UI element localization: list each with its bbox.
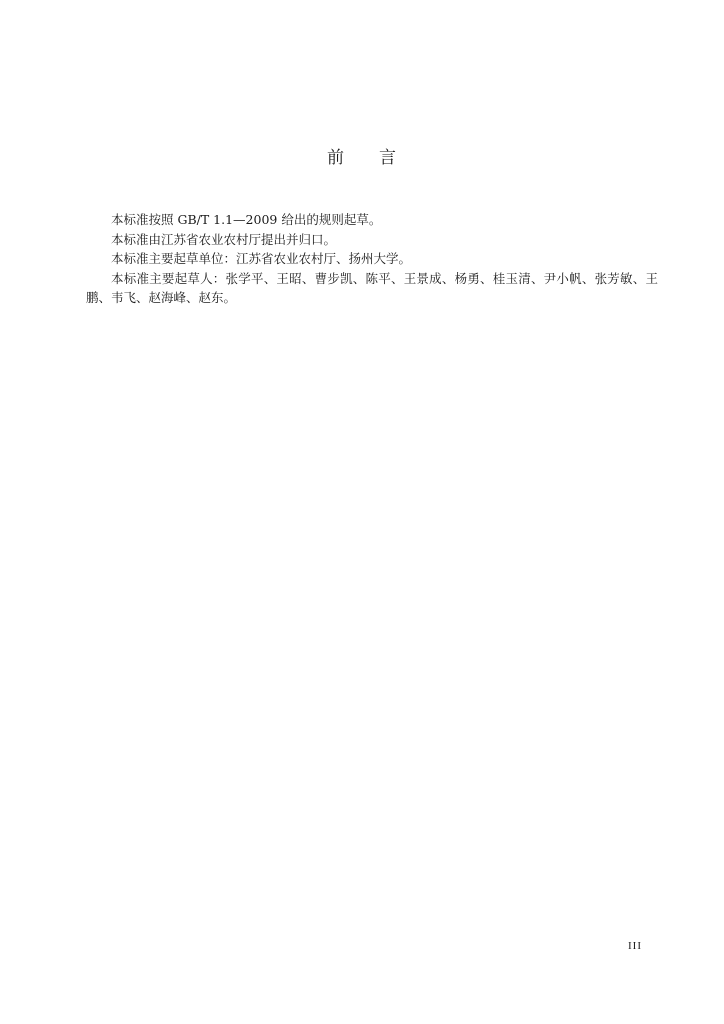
paragraph-drafters: 本标准主要起草人：张学平、王昭、曹步凯、陈平、王景成、杨勇、桂玉清、尹小帆、张芳敏、王鹏、韦飞、赵海峰、赵东。: [86, 270, 658, 305]
page-title: [0, 146, 724, 170]
paragraph-drafting-rules: 本标准按照 GB/T 1.1—2009 给出的规则起草。: [111, 212, 382, 227]
title-char-1: 前: [327, 148, 345, 168]
paragraph-proposer: 本标准由江苏省农业农村厅提出并归口。: [111, 231, 337, 247]
paragraph-drafting-units: 本标准主要起草单位：江苏省农业农村厅、扬州大学。: [111, 251, 412, 266]
page-number: III: [628, 940, 642, 952]
foreword-body: [86, 210, 658, 308]
title-char-2: 言: [379, 148, 397, 168]
